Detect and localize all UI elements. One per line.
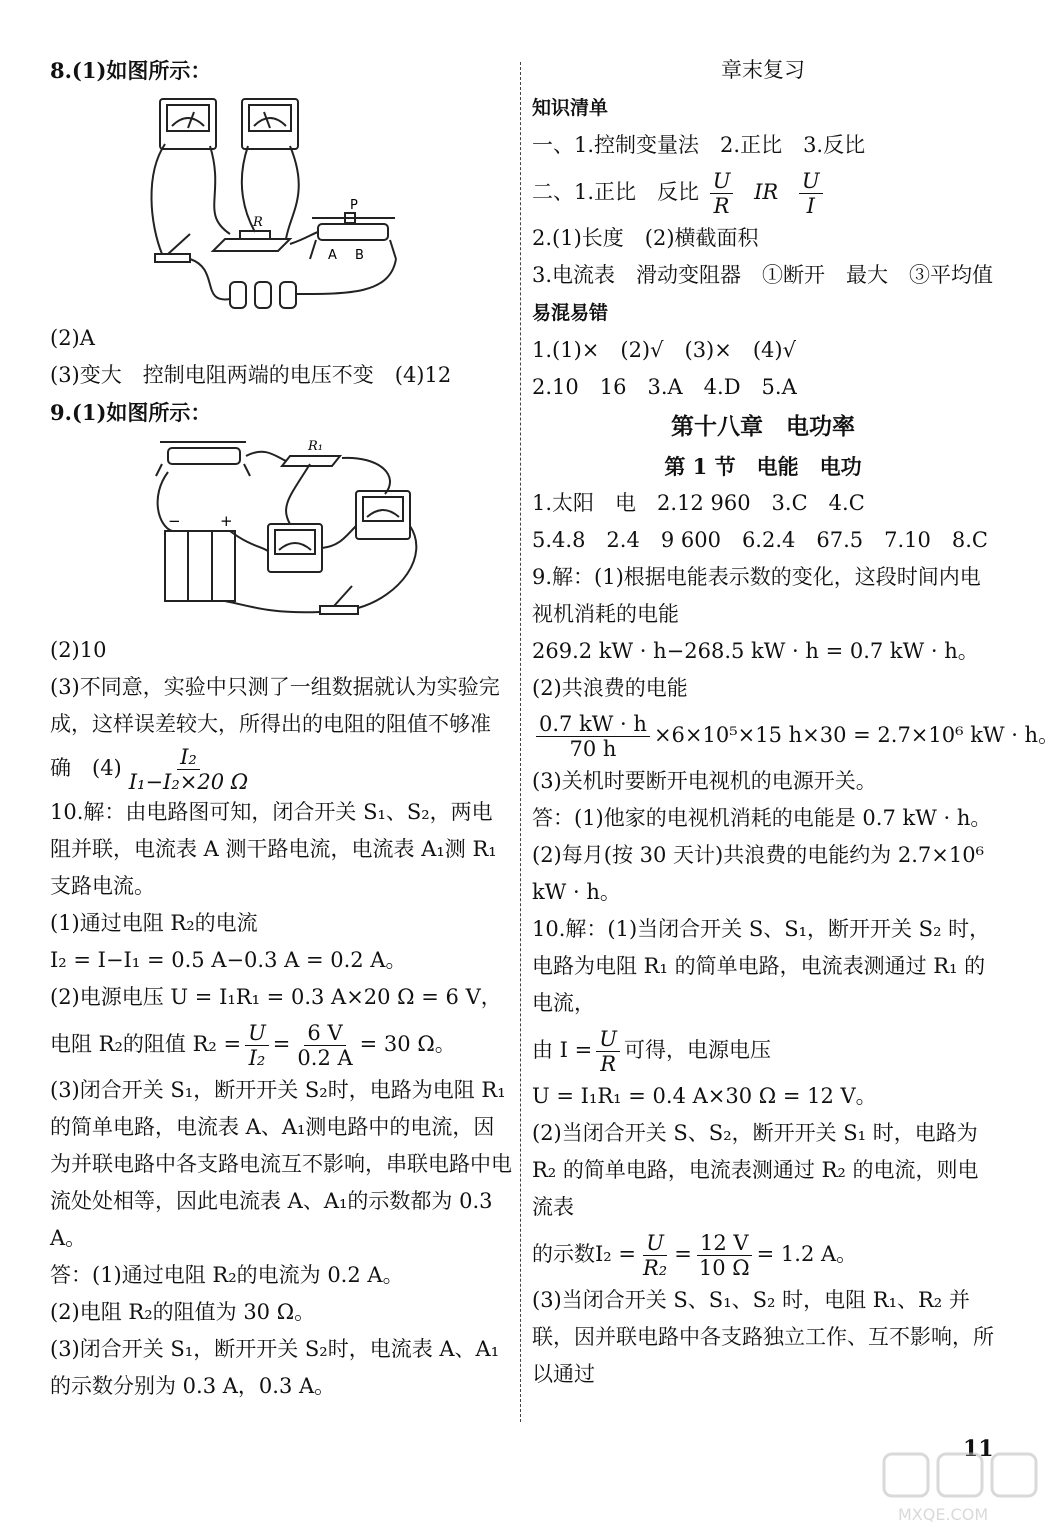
rheostat-icon xyxy=(168,448,240,464)
mistakes-line-2: 2.10 16 3.A 4.D 5.A xyxy=(532,375,797,399)
fraction-numerator: I₂ xyxy=(177,745,200,770)
q10-part1: (1)通过电阻 R₂的电流 xyxy=(50,911,258,936)
watermark-logo xyxy=(880,1448,1050,1528)
fraction-denominator: R₂ xyxy=(643,1256,668,1280)
page-number: 11 xyxy=(963,1436,994,1462)
fraction-12v-over-10ohm xyxy=(696,1231,753,1280)
resistor-icon xyxy=(282,456,340,466)
voltmeter-icon xyxy=(242,99,298,149)
voltmeter-icon xyxy=(268,524,322,572)
q9-part4 xyxy=(50,743,512,794)
fraction-numerator: U xyxy=(245,1021,269,1046)
fraction-numerator: 6 V xyxy=(304,1021,345,1046)
q9-solution-4-rest: ×6×10⁵×15 h×30 = 2.7×10⁶ kW · h。 xyxy=(653,723,1059,747)
fraction-numerator: U xyxy=(710,169,734,194)
q10-intro xyxy=(50,794,512,905)
circuit-figure-2 xyxy=(50,436,512,626)
answers-line-2: 5.4.8 2.4 9 600 6.2.4 67.5 7.10 8.C xyxy=(532,528,989,552)
q9-answer-1: 答：(1)他家的电视机消耗的电能是 0.7 kW · h。 xyxy=(532,806,992,830)
section-title: 第 1 节 电能 电功 xyxy=(664,454,862,479)
fraction-numerator: U xyxy=(799,169,823,194)
fraction-denominator: I₂ xyxy=(248,1046,266,1071)
fraction-u-over-i xyxy=(799,169,823,218)
q9-solution-4 xyxy=(532,707,1059,763)
column-divider xyxy=(520,62,521,1422)
q10-part2-label: 电阻 R₂的阻值 R₂ = xyxy=(50,1032,242,1057)
q10-part2-result: = 30 Ω。 xyxy=(359,1032,456,1057)
answer-1: 答：(1)通过电阻 R₂的电流为 0.2 A。 xyxy=(50,1263,404,1288)
answer-2: (2)电阻 R₂的阻值为 30 Ω。 xyxy=(50,1300,316,1325)
q10-part2-eq: 电阻 R₂的阻值 R₂ = $\frac{U}{\text{I₂}}$ = $\frac{6 V}{0.2 A}$ = 30 Ω。 xyxy=(50,1021,456,1071)
q9-solution-2: 269.2 kW · h−268.5 kW · h = 0.7 kW · h。 xyxy=(532,639,979,663)
q9-answer-fraction xyxy=(126,745,251,794)
fraction-numerator: U xyxy=(643,1231,667,1256)
ammeter-icon xyxy=(160,99,216,149)
q10-part2: (2)电源电压 U = I₁R₁ = 0.3 A×20 Ω = 6 V， xyxy=(50,985,502,1010)
review-title: 章末复习 xyxy=(721,58,805,82)
knowledge-line-4: 3.电流表 滑动变阻器 ①断开 最大 ③平均值 xyxy=(532,263,994,287)
knowledge-line-2-label: 二、1.正比 反比 xyxy=(532,180,700,204)
q9-part4-label: 确 (4) xyxy=(50,756,122,780)
label-minus: − xyxy=(168,512,181,530)
left-column xyxy=(50,52,512,1405)
label-plus: + xyxy=(220,512,233,530)
q9-part2: (2)10 xyxy=(50,638,107,662)
ammeter-icon xyxy=(356,491,410,539)
fraction-denominator: I₁−I₂×20 Ω xyxy=(128,770,249,794)
fraction-numerator: 0.7 kW · h xyxy=(536,712,650,737)
q9-text: 9.(1)如图所示： xyxy=(50,400,212,425)
section-knowledge-list: 知识清单 xyxy=(532,97,609,119)
q8-part3: (3)变大 控制电阻两端的电压不变 (4)12 xyxy=(50,363,452,387)
fraction-denominator: 0.2 A xyxy=(297,1046,353,1071)
fraction-denominator: 10 Ω xyxy=(698,1256,750,1280)
rheostat-icon xyxy=(318,224,388,240)
answers-line-1: 1.太阳 电 2.12 960 3.C 4.C xyxy=(532,491,865,515)
q8-part2: (2)A xyxy=(50,326,95,350)
q10-solution-3: U = I₁R₁ = 0.4 A×30 Ω = 12 V。 xyxy=(532,1084,877,1108)
fraction-u-over-r2 xyxy=(640,1231,670,1280)
fraction-u-over-i2 xyxy=(245,1021,269,1070)
q9-solution-5: (3)关机时要断开电视机的电源开关。 xyxy=(532,769,877,793)
circuit-figure-1 xyxy=(50,94,512,314)
label-r1: R₁ xyxy=(308,439,323,454)
q10-part1-eq: I₂ = I−I₁ = 0.5 A−0.3 A = 0.2 A。 xyxy=(50,948,407,973)
q10-solution-1: 10.解：(1)当闭合开关 S、S₁，断开开关 S₂ 时，电路为电阻 R₁ 的简单电路，电流表测通过 R₁ 的电流， xyxy=(532,917,991,1015)
q10-solution-5: 的示数I₂ = $\frac{U}{\text{R₂}}$ = $\frac{12 V}{10 \Omega}$ = 1.2 A。 xyxy=(532,1230,858,1280)
label-a: A xyxy=(328,248,337,263)
right-column xyxy=(532,52,1059,1393)
answer-3: (3)闭合开关 S₁，断开开关 S₂时，电流表 A、A₁的示数分别为 0.3 A，0.3 A。 xyxy=(50,1337,500,1399)
q10-solution-2-post: 可得，电源电压 xyxy=(623,1038,771,1062)
q10-solution-2 xyxy=(532,1022,994,1078)
q9-answer-2: (2)每月(按 30 天计)共浪费的电能约为 2.7×10⁶ kW · h。 xyxy=(532,843,985,904)
circuit-diagram-1 xyxy=(50,94,512,309)
q10-intro-text: 10.解：由电路图可知，闭合开关 S₁、S₂，两电阻并联，电流表 A 测干路电流，电流表 A₁测 R₁ 支路电流。 xyxy=(50,800,497,899)
q10-part3: (3)闭合开关 S₁，断开开关 S₂时，电路为电阻 R₁的简单电路，电流表 A、A₁测电路中的电流，因为并联电路中各支路电流互不影响，串联电路中电流处处相等，因此电流表 A、A₁的示数都为 0.3 A。 xyxy=(50,1078,512,1251)
q10-solution-5-post: = 1.2 A。 xyxy=(756,1242,858,1266)
fraction-numerator: 12 V xyxy=(697,1231,752,1256)
q9-part1 xyxy=(50,394,512,432)
q10-solution-5-pre: 的示数I₂ = xyxy=(532,1242,636,1266)
chapter-title: 第十八章 电功率 xyxy=(671,413,855,440)
fraction-u-over-r xyxy=(596,1027,620,1076)
fraction-denominator: 70 h xyxy=(569,737,617,761)
circuit-diagram-2 xyxy=(50,436,512,621)
battery-icon xyxy=(165,531,235,601)
battery-icon xyxy=(230,282,246,308)
knowledge-line-1: 一、1.控制变量法 2.正比 3.反比 xyxy=(532,133,866,157)
resistor-icon xyxy=(213,239,290,251)
fraction-denominator: R xyxy=(600,1052,616,1076)
section-easy-mistakes: 易混易错 xyxy=(532,302,609,324)
fraction-6v-over-02a xyxy=(294,1021,355,1070)
q9-solution-1: 9.解：(1)根据电能表示数的变化，这段时间内电视机消耗的电能 xyxy=(532,565,981,626)
switch-icon xyxy=(320,606,358,614)
q10-solution-6: (3)当闭合开关 S、S₁、S₂ 时，电阻 R₁、R₂ 并联，因并联电路中各支路独立工作、互不影响，所以通过 xyxy=(532,1288,994,1386)
q9-part3: (3)不同意，实验中只测了一组数据就认为实验完成，这样误差较大，所得出的电阻的阻值不够准 xyxy=(50,675,500,736)
mistakes-line-1: 1.(1)× (2)√ (3)× (4)√ xyxy=(532,338,796,362)
label-b: B xyxy=(355,248,364,263)
fraction-energy-over-time xyxy=(536,712,650,761)
q9-solution-3: (2)共浪费的电能 xyxy=(532,676,688,700)
fraction-denominator: R xyxy=(713,194,730,218)
fraction-denominator: I xyxy=(806,194,815,218)
label-p: P xyxy=(350,198,358,213)
q10-solution-4: (2)当闭合开关 S、S₂，断开开关 S₁ 时，电路为 R₂ 的简单电路，电流表测通过 R₂ 的电流，则电流表 xyxy=(532,1121,979,1219)
formula-ir: IR xyxy=(754,180,779,204)
switch-icon xyxy=(155,254,190,262)
fraction-numerator: U xyxy=(596,1027,620,1052)
q8-text: 8.(1)如图所示： xyxy=(50,58,212,83)
q8-part1 xyxy=(50,52,512,90)
knowledge-line-3: 2.(1)长度 (2)横截面积 xyxy=(532,226,759,250)
label-r: R xyxy=(253,215,263,230)
fraction-u-over-r xyxy=(710,169,734,218)
svg-text:MXQE.COM: MXQE.COM xyxy=(898,1505,989,1524)
q10-solution-2-pre: 由 I = xyxy=(532,1038,593,1062)
knowledge-line-2 xyxy=(532,164,994,220)
